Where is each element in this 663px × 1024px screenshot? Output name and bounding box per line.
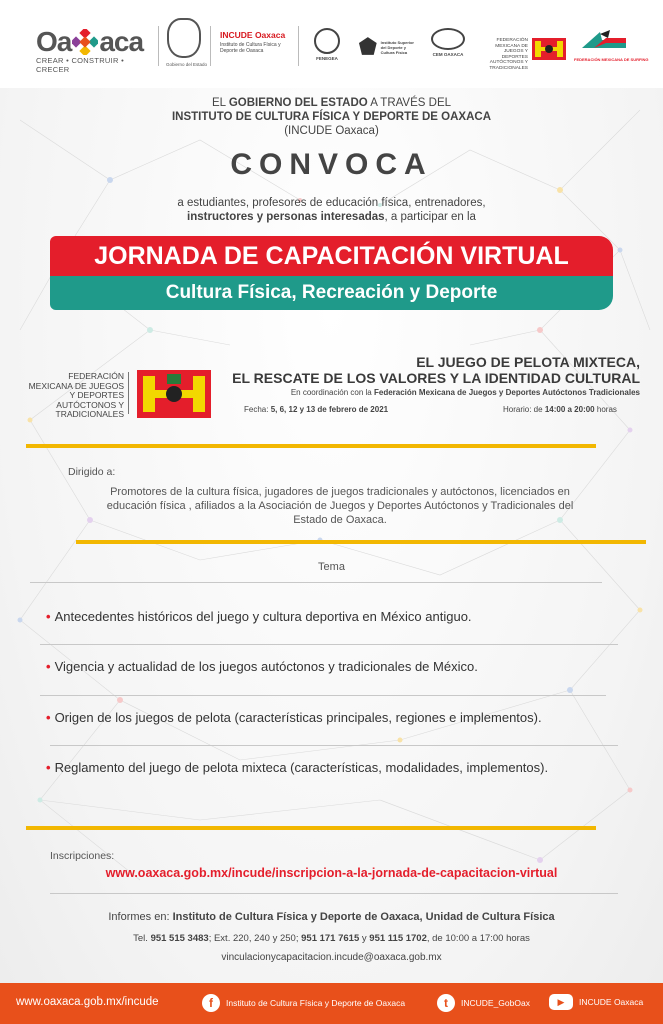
incude-logo (220, 30, 292, 54)
gobierno-caption: Gobierno del Estado (166, 62, 208, 67)
bullet-icon: • (46, 659, 51, 674)
topic-item (46, 659, 478, 674)
facebook-label: Instituto de Cultura Física y Deporte de Oaxaca (226, 998, 406, 1008)
federation-name: FEDERACIÓN MEXICANA DE JUEGOS Y DEPORTES AUTÓCTONOS Y TRADICIONALES (28, 371, 124, 419)
phone-extensions: ; Ext. 220, 240 y 250; (208, 933, 299, 944)
intro-line-5-post: , a participar en la (384, 211, 476, 223)
topic-item (46, 710, 542, 725)
topic-text: Vigencia y actualidad de los juegos autóctonos y tradicionales de México. (54, 659, 478, 674)
twitter-icon: t (437, 994, 455, 1012)
footer-website-link[interactable]: www.oaxaca.gob.mx/incude (16, 996, 159, 1008)
federacion-header-text: FEDERACIÓN MEXICANA DE JUEGOS Y DEPORTES AUTÓCTONOS Y TRADICIONALES (489, 38, 528, 71)
inscripciones-label: Inscripciones: (50, 850, 115, 862)
tema-label: Tema (318, 561, 345, 573)
divider (128, 372, 129, 414)
divider (210, 26, 211, 66)
informes (0, 911, 663, 923)
intro-line-4: a estudiantes, profesores de educación física, entrenadores, (177, 197, 486, 209)
event-coordination (220, 388, 640, 397)
event-title-block (220, 354, 640, 397)
chess-emblem-icon (431, 28, 465, 50)
twitter-label: INCUDE_GobOax (461, 998, 530, 1008)
footer-youtube-link[interactable] (549, 994, 643, 1010)
bullet-icon: • (46, 760, 51, 775)
intro-line-1-post: A TRAVÉS DEL (370, 97, 452, 109)
event-date (244, 405, 388, 414)
informes-location: Instituto de Cultura Física y Deporte de Oaxaca, Unidad de Cultura Física (172, 911, 555, 923)
intro-line-5 (0, 210, 663, 224)
phone-2: 951 171 7615 (301, 933, 360, 944)
intro (0, 96, 663, 224)
youtube-label: INCUDE Oaxaca (579, 997, 644, 1007)
state-seal-icon (167, 18, 201, 58)
divider (298, 26, 299, 66)
contact-email[interactable]: vinculacionycapacitacion.incude@oaxaca.gob.mx (221, 952, 442, 963)
footer-facebook-link[interactable] (202, 994, 405, 1012)
yellow-divider (26, 826, 596, 830)
event-banner-title: JORNADA DE CAPACITACIÓN VIRTUAL (50, 236, 613, 276)
surf-caption: FEDERACIÓN MEXICANA DE SURFING (574, 57, 649, 62)
youtube-icon: ▶ (549, 994, 573, 1010)
instituto-emblem-icon (358, 36, 378, 56)
oaxaca-tagline: CREAR • CONSTRUIR • CRECER (36, 56, 125, 74)
bullet-icon: • (46, 710, 51, 725)
topic-item (46, 760, 548, 775)
informes-pre: Informes en: (108, 911, 170, 923)
footer-twitter-link[interactable] (437, 994, 530, 1012)
topic-text: Reglamento del juego de pelota mixteca (características, modalidades, implementos). (54, 760, 549, 775)
fenegea-emblem-icon (314, 28, 340, 54)
topic-item (46, 609, 472, 624)
instituto-superior-logo (358, 36, 418, 56)
divider (30, 582, 602, 583)
yellow-divider (76, 540, 646, 544)
oaxaca-x-icon (72, 29, 98, 55)
incude-full-name: Instituto de Cultura Física y Deporte de Oaxaca (220, 42, 281, 54)
incude-name: INCUDE Oaxaca (220, 30, 286, 40)
event-banner-subtitle: Cultura Física, Recreación y Deporte (50, 276, 613, 310)
coordination-pre: En coordinación con la (290, 388, 372, 397)
intro-line-3: (INCUDE Oaxaca) (284, 125, 379, 137)
facebook-icon: f (202, 994, 220, 1012)
footer (0, 983, 663, 1024)
divider (50, 745, 618, 746)
phone-3: 951 115 1702 (369, 933, 427, 944)
divider (40, 644, 618, 645)
convoca-heading: CONVOCA (230, 148, 433, 181)
bullet-icon: • (46, 609, 51, 624)
inscripcion-link[interactable]: www.oaxaca.gob.mx/incude/inscripcion-a-la-jornada-de-capacitacion-virtual (105, 866, 558, 880)
date-label: Fecha: (244, 405, 269, 414)
event-title-line-1: EL JUEGO DE PELOTA MIXTECA, (416, 354, 640, 370)
divider (158, 26, 159, 66)
yellow-divider (26, 444, 596, 448)
intro-line-1-pre: EL (211, 97, 226, 109)
federacion-hh-icon (532, 38, 566, 60)
intro-line-5-bold: instructores y personas interesadas (187, 211, 385, 223)
event-title-line-2: EL RESCATE DE LOS VALORES Y LA IDENTIDAD CULTURAL (232, 370, 640, 386)
schedule-unit: horas (596, 405, 617, 414)
dirigido-text: Promotores de la cultura física, jugadores de juegos tradicionales y autóctonos, licenciados en educación física , afiliados a la Asociación de Juegos y Deportes Autóctonos y Tradicionales del Estado de Oaxaca. (106, 486, 574, 526)
divider (40, 695, 606, 696)
phone-hours: , de 10:00 a 17:00 horas (426, 933, 530, 944)
intro-line-1-bold: GOBIERNO DEL ESTADO (228, 97, 368, 109)
schedule-value: 14:00 a 20:00 (544, 405, 595, 414)
tel-label: Tel. (133, 933, 148, 944)
event-schedule (503, 405, 617, 414)
topic-text: Origen de los juegos de pelota (características principales, regiones e implementos). (54, 710, 542, 725)
date-value: 5, 6, 12 y 13 de febrero de 2021 (270, 405, 389, 414)
dirigido-label: Dirigido a: (68, 466, 116, 478)
cem-caption: CEM OAXACA (432, 52, 464, 57)
topic-text: Antecedentes históricos del juego y cultura deportiva en México antiguo. (54, 609, 472, 624)
intro-line-1 (0, 96, 663, 110)
institute-name: INSTITUTO DE CULTURA FÍSICA Y DEPORTE DE OAXACA (171, 111, 492, 123)
fenegea-caption: FENEGEA (316, 56, 338, 61)
cem-oaxaca-logo (426, 28, 470, 57)
gobierno-seal (166, 18, 208, 67)
coordination-federation: Federación Mexicana de Juegos y Deportes Autóctonos Tradicionales (374, 388, 640, 397)
phone-1: 951 515 3483 (150, 933, 209, 944)
surfing-federation-logo (574, 30, 649, 62)
oaxaca-logo (36, 26, 152, 74)
fenegea-logo (310, 28, 344, 61)
intro-line-2 (0, 110, 663, 124)
schedule-label: Horario: de (503, 405, 543, 414)
oaxaca-logo-text-right: aca (99, 26, 144, 57)
federation-logo-icon (137, 370, 211, 418)
header-logos (0, 0, 663, 88)
instituto-caption: Instituto Superior del Deporte y Cultura Física (380, 39, 414, 55)
oaxaca-logo-text-left: Oa (36, 26, 72, 57)
surf-flag-icon (580, 30, 628, 50)
phone-conjunction: y (361, 933, 367, 944)
telephone-line (0, 933, 663, 944)
divider (50, 893, 618, 894)
